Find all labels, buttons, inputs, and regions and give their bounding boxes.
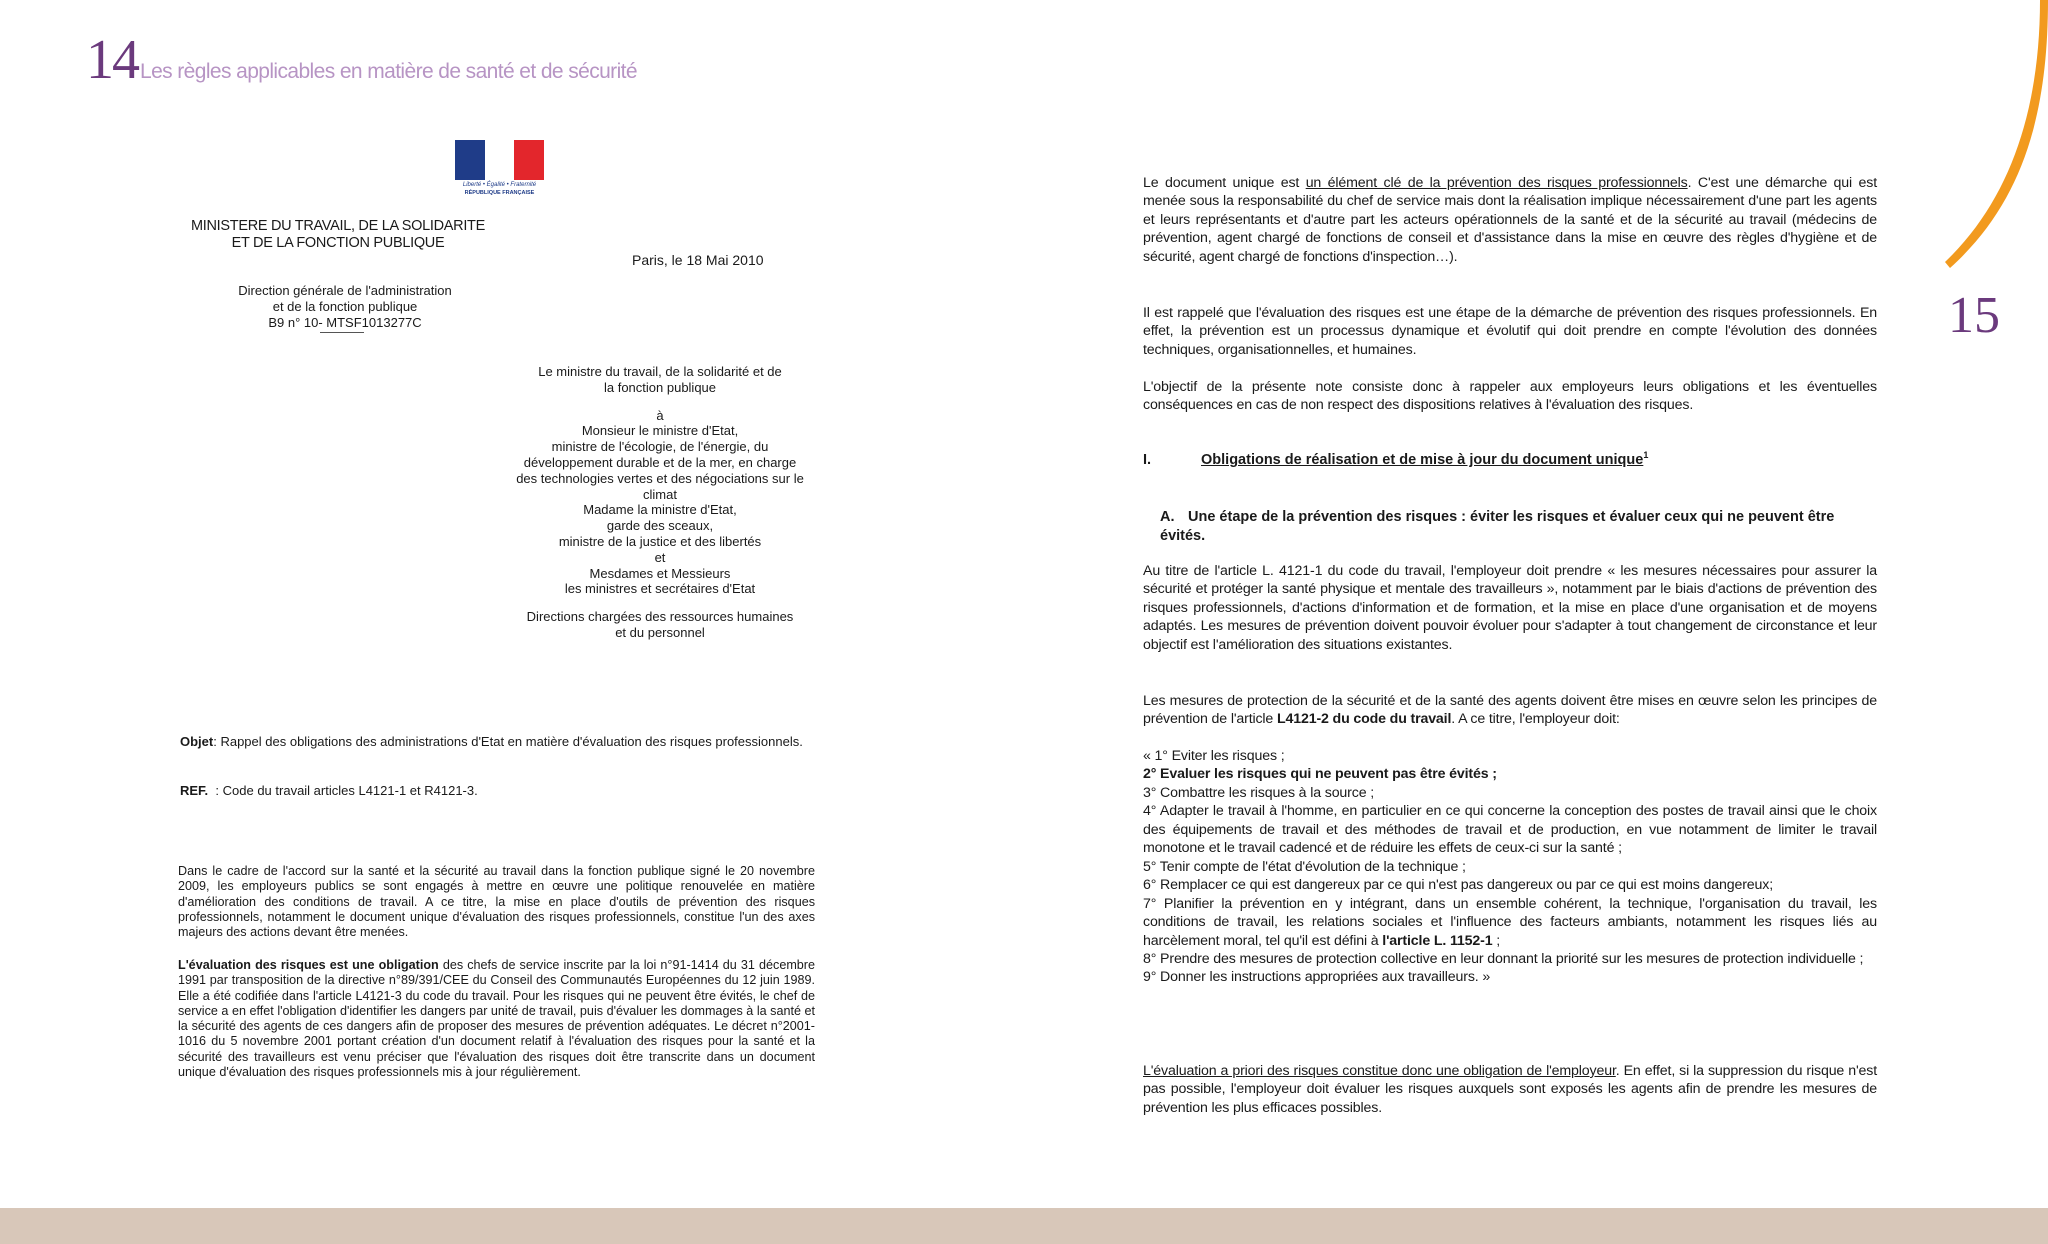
- footnote-marker: 1: [1643, 450, 1649, 460]
- right-paragraph-5: [1143, 692, 1877, 729]
- ministry-heading: [178, 218, 498, 252]
- right-paragraph-2: Il est rappelé que l'évaluation des risques est une étape de la démarche de prévention des risques professionnels. En effet, la prévention est un processus dynamique et évolutif qui doit prendre en compte l'évolution des données techniques, organisationnelles, et humaines.: [1143, 305, 1877, 358]
- direction-line: Direction générale de l'administration: [238, 283, 452, 298]
- direction-line: et de la fonction publique: [272, 299, 418, 314]
- recipient-line: développement durable et de la mer, en charge: [523, 454, 797, 470]
- right-paragraph-4: Au titre de l'article L. 4121-1 du code du travail, l'employeur doit prendre « les mesures nécessaires pour assurer la sécurité et protéger la santé physique et mentale des travailleurs », notamment par le biais d'actions de prévention des risques professionnels, d'actions d'information et de formation, et la mise en place d'une organisation et de moyens adaptés. Les mesures de prévention doivent pouvoir évoluer pour s'adapter à tout changement de circonstance et leur objectif est l'amélioration des situations existantes.: [1143, 563, 1877, 653]
- list-item: 5° Tenir compte de l'état d'évolution de la technique ;: [1143, 858, 1466, 875]
- letter-subject: [180, 734, 815, 750]
- subject-label: Objet: [180, 734, 214, 749]
- emphasis: L4121-2 du code du travail: [1276, 711, 1452, 728]
- sender-line: Le ministre du travail, de la solidarité et de: [538, 364, 782, 379]
- subject-text: : Rappel des obligations des administrations d'Etat en matière d'évaluation des risques professionnels.: [213, 734, 803, 749]
- letter-paragraph-2: [178, 958, 815, 1080]
- recipient-line: Mesdames et Messieurs: [589, 565, 731, 581]
- underlined-text: un élément clé de la prévention des risques professionnels: [1305, 175, 1688, 191]
- reference-text: : Code du travail articles L4121-1 et R4121-3.: [215, 783, 478, 798]
- recipient-line: garde des sceaux,: [606, 518, 714, 534]
- addressee-to: à: [656, 407, 664, 423]
- list-item: « 1° Eviter les risques ;: [1143, 748, 1285, 764]
- page-header: [86, 28, 637, 91]
- recipient-line: les ministres et secrétaires d'Etat: [564, 581, 756, 597]
- recipient-line: climat: [643, 486, 677, 502]
- list-item: 2° Evaluer les risques qui ne peuvent pas être évités ;: [1143, 766, 1497, 783]
- paragraph-text: . A ce titre, l'employeur doit:: [1451, 711, 1620, 728]
- principles-list: [1143, 747, 1877, 987]
- letter-paragraph-1: Dans le cadre de l'accord sur la santé et la sécurité au travail dans la fonction publique signé le 20 novembre 2009, les employeurs publics se sont engagés à mettre en œuvre une politique renouvelée en matière d'amélioration des conditions de travail. A ce titre, la mise en place d'outils de prévention des risques professionnels, notamment le document unique d'évaluation des risques professionnels, constitue l'un des axes majeurs des actions devant être menées.: [178, 864, 815, 940]
- recipient-line: des technologies vertes et des négociations sur le: [516, 470, 804, 486]
- paragraph-text: . C'est une démarche qui est menée sous la responsabilité du chef de service mais dont la réalisation implique nécessairement d'une part les agents et leurs représentants et d'autre part les acteurs opérationnels de la santé et de la sécurité au travail (médecins de prévention, agent chargé de fonctions de conseil et d'assistance dans la mise en œuvre des règles d'hygiène et de sécurité, agent chargé de fonctions d'inspection…).: [1143, 175, 1877, 265]
- emphasis: L'évaluation des risques est une obligation: [178, 958, 439, 972]
- direction-block: [220, 283, 470, 331]
- section-heading: [1143, 450, 1877, 468]
- recipient-line: et du personnel: [615, 624, 705, 640]
- underlined-text: L'évaluation a priori des risques constitue donc une obligation de l'employeur: [1143, 1063, 1616, 1079]
- right-paragraph-6: [1143, 1062, 1877, 1117]
- logo-republic: RÉPUBLIQUE FRANÇAISE: [464, 190, 535, 196]
- list-item: [1143, 895, 1877, 950]
- paragraph-text: . En effet, si la suppression du risque n'est pas possible, l'employeur doit évaluer les risques auxquels sont exposés les agents afin de prendre les mesures de prévention les plus efficaces possibles.: [1143, 1063, 1878, 1116]
- subsection-title: Une étape de la prévention des risques : éviter les risques et évaluer ceux qui ne peuvent être évités.: [1160, 509, 1835, 544]
- emphasis: l'article L. 1152-1: [1382, 932, 1493, 949]
- running-title: Les règles applicables en matière de santé et de sécurité: [140, 60, 637, 83]
- recipient-line: Madame la ministre d'Etat,: [583, 502, 737, 518]
- addressee-block: [490, 364, 830, 641]
- letter-reference: [180, 783, 815, 798]
- paragraph-text: Les mesures de protection de la sécurité et de la santé des agents doivent être mises en œuvre selon les principes de prévention de l'article: [1143, 693, 1877, 728]
- right-paragraph-1: [1143, 174, 1877, 266]
- subsection-heading: [1160, 508, 1877, 545]
- recipient-line: Directions chargées des ressources humaines: [526, 609, 794, 625]
- reference-number: B9 n° 10- MTSF1013277C: [268, 315, 422, 330]
- paragraph-text: Le document unique est: [1143, 175, 1306, 191]
- letter-date: Paris, le 18 Mai 2010: [632, 252, 764, 268]
- reference-label: REF.: [180, 783, 209, 798]
- recipient-line: Monsieur le ministre d'Etat,: [581, 423, 739, 439]
- paragraph-text: des chefs de service inscrite par la loi n°91-1414 du 31 décembre 1991 par transposition de la directive n°89/391/CEE du Conseil des Communautés Européennes du 12 juin 1989. Elle a été codifiée dans l'article L4121-3 du code du travail. Pour les risques qui ne peuvent être évités, le chef de service a en effet l'obligation d'identifier les dangers par unité de travail, puis d'évaluer les dommages à la santé et la sécurité des agents de ces dangers afin de proposer des mesures de prévention adéquates. Le décret n°2001-1016 du 5 novembre 2001 portant création d'un document relatif à l'évaluation des risques pour la santé et la sécurité des travailleurs est venu préciser que l'évaluation des risques doit être transcrite dans un document unique d'évaluation des risques professionnels mis à jour régulièrement.: [178, 958, 816, 1080]
- marianne-logo: [455, 140, 544, 180]
- recipient-line: ministre de la justice et des libertés: [558, 533, 762, 549]
- recipient-line: ministre de l'écologie, de l'énergie, du: [551, 439, 769, 455]
- section-number: I.: [1143, 451, 1152, 468]
- list-text: ;: [1492, 932, 1501, 949]
- list-item: 3° Combattre les risques à la source ;: [1143, 784, 1375, 801]
- right-paragraph-3: L'objectif de la présente note consiste donc à rappeler aux employeurs leurs obligations et les éventuelles conséquences en cas de non respect des dispositions relatives à l'évaluation des risques.: [1143, 379, 1877, 414]
- sender-line: la fonction publique: [603, 379, 717, 395]
- list-item: 9° Donner les instructions appropriées aux travailleurs. »: [1143, 969, 1491, 986]
- ministry-line: ET DE LA FONCTION PUBLIQUE: [231, 235, 445, 251]
- ministry-line: MINISTERE DU TRAVAIL, DE LA SOLIDARITE: [191, 218, 485, 234]
- list-item: 6° Remplacer ce qui est dangereux par ce qui n'est pas dangereux ou par ce qui est moins dangereux;: [1143, 877, 1773, 894]
- section-title: Obligations de réalisation et de mise à jour du document unique: [1201, 451, 1644, 468]
- divider: [320, 332, 364, 333]
- logo-motto: Liberté • Égalité • Fraternité: [462, 182, 537, 188]
- subsection-number: A.: [1160, 509, 1175, 525]
- recipient-conjunction: et: [654, 549, 666, 565]
- list-text: 7° Planifier la prévention en y intégrant, dans un ensemble cohérent, la technique, l'organisation du travail, les conditions de travail, les relations sociales et l'influence des facteurs ambiants, notamment les risques liés au harcèlement moral, tel qu'il est défini à: [1143, 895, 1877, 949]
- list-item: 8° Prendre des mesures de protection collective en leur donnant la priorité sur les mesures de protection individuelle ;: [1143, 950, 1864, 967]
- page-number-right: 15: [1948, 287, 2000, 344]
- footer-band: [0, 1208, 2048, 1244]
- list-item: 4° Adapter le travail à l'homme, en particulier en ce qui concerne la conception des postes de travail ainsi que le choix des équipements de travail et des méthodes de travail et de production, en vue notamment de limiter le travail monotone et le travail cadencé et de réduire les effets de ceux-ci sur la santé ;: [1143, 803, 1877, 857]
- page-number-left: 14: [86, 29, 138, 91]
